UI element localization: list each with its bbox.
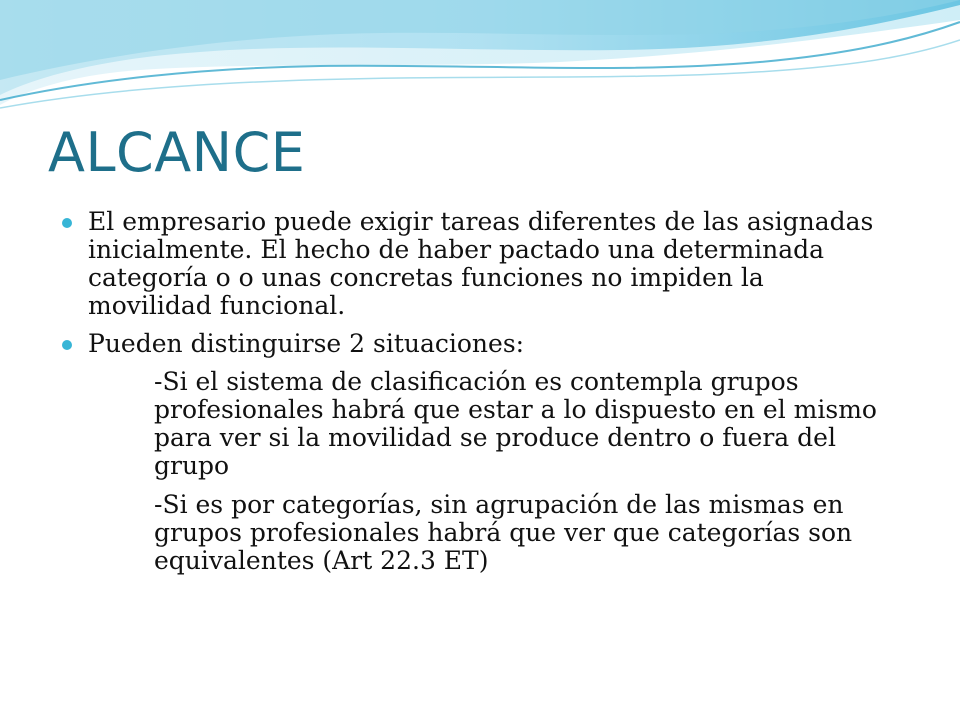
- bullet-icon: [62, 218, 72, 228]
- bullet-icon: [62, 340, 72, 350]
- slide-title: ALCANCE: [48, 121, 306, 184]
- bullet-text: El empresario puede exigir tareas diferentes de las asignadas inicialmente. El hecho de haber pactado una determinada categoría o o unas concretas funciones no impiden la movilidad funcional.: [88, 207, 874, 320]
- slide-content: [62, 208, 882, 586]
- sub-item: -Si el sistema de clasificación es contempla grupos profesionales habrá que estar a lo dispuesto en el mismo para ver si la movilidad se produce dentro o fuera del grupo: [154, 367, 877, 480]
- bullet-item: [62, 208, 882, 320]
- sub-item: -Si es por categorías, sin agrupación de las mismas en grupos profesionales habrá que ver que categorías son equivalentes (Art 22.3 ET): [154, 490, 853, 575]
- bullet-text: Pueden distinguirse 2 situaciones:: [88, 329, 525, 358]
- header-wave-decoration: [0, 0, 960, 130]
- bullet-item: [62, 330, 882, 358]
